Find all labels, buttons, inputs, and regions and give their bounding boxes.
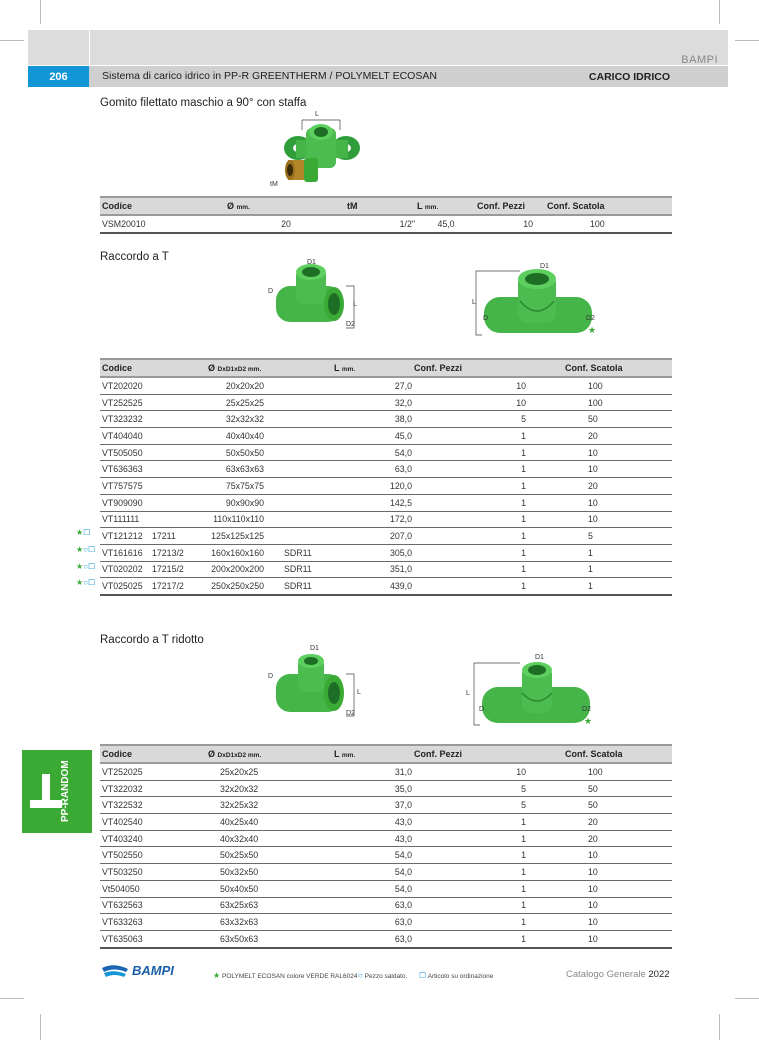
table-row [100, 814, 672, 831]
table-row [100, 864, 672, 881]
reduced-tee-table [100, 744, 672, 949]
row-length: 63,0 [332, 461, 412, 478]
col-conf-pezzi: Conf. Pezzi [412, 745, 540, 763]
row-scatola: 10 [540, 461, 672, 478]
row-code: VT121212 [102, 531, 143, 542]
col-diameter: Ø mm. [225, 197, 345, 215]
row-dim: 40x40x40 [202, 428, 272, 445]
footer-catalog: Catalogo Generale 2022 [566, 969, 670, 980]
row-code: VT252525 [102, 397, 143, 408]
fig-label-d2: D2 [346, 321, 355, 328]
row-length: 27,0 [332, 377, 412, 394]
table-row [100, 561, 672, 578]
row-marks: ★○☐ [76, 544, 96, 554]
row-dim: 200x200x200 [202, 561, 272, 578]
row-scatola: 20 [540, 814, 672, 831]
row-pezzi: 5 [412, 411, 540, 428]
row-sdr [272, 377, 332, 394]
fig-label-d: D [483, 315, 489, 322]
row-dim: 50x50x50 [202, 444, 272, 461]
page-category: CARICO IDRICO [588, 71, 670, 83]
row-sdr [272, 411, 332, 428]
row-scatola: 10 [540, 444, 672, 461]
row-length: 38,0 [332, 411, 412, 428]
row-dim: 50x25x50 [202, 847, 332, 864]
section-title-elbow: Gomito filettato maschio a 90° con staffa [100, 97, 307, 109]
row-alt-code [150, 444, 202, 461]
bampi-logo-icon [100, 964, 130, 978]
row-pezzi: 1 [412, 830, 540, 847]
row-alt-code [150, 511, 202, 528]
row-code: VT404040 [102, 430, 143, 441]
row-length: 54,0 [332, 880, 412, 897]
row-sdr: SDR11 [272, 561, 332, 578]
row-code: VT505050 [102, 447, 143, 458]
table-header-row [100, 745, 672, 763]
page-title: Sistema di carico idrico in PP-R GREENTHERM / POLYMELT ECOSAN [102, 70, 437, 82]
row-code: VT323232 [102, 414, 143, 425]
row-dim: 32x32x32 [202, 411, 272, 428]
sidebar-tab [22, 750, 92, 833]
row-alt-code [150, 377, 202, 394]
footer-logo: BAMPI [132, 963, 174, 978]
col-conf-pezzi: Conf. Pezzi [475, 197, 545, 215]
elbow-table [100, 196, 672, 234]
table-row [100, 494, 672, 511]
row-sdr [272, 444, 332, 461]
row-dim: 50x40x50 [202, 880, 332, 897]
fig-label-l: L [315, 111, 319, 118]
table-row [100, 461, 672, 478]
table-header-row [100, 359, 672, 377]
row-length: 32,0 [332, 394, 412, 411]
table-row [100, 780, 672, 797]
row-pezzi: 1 [412, 511, 540, 528]
row-code: VT161616 [102, 547, 143, 558]
row-dim: 32x25x32 [202, 797, 332, 814]
row-pezzi: 1 [412, 561, 540, 578]
legend-square: ☐ Articolo su ordinazione [419, 971, 494, 980]
table-row [100, 428, 672, 445]
row-pezzi: 1 [412, 930, 540, 947]
row-scatola: 20 [540, 478, 672, 495]
row-scatola: 100 [540, 394, 672, 411]
row-marks: ★☐ [76, 528, 91, 538]
crop-mark [735, 40, 759, 41]
row-pezzi: 1 [412, 478, 540, 495]
row-code: VT635063 [100, 930, 202, 947]
fig-label-d1: D1 [535, 654, 544, 661]
fig-label-tm: tM [270, 181, 278, 188]
crop-mark [0, 998, 24, 999]
row-alt-code [150, 428, 202, 445]
row-alt-code: 17213/2 [150, 544, 202, 561]
row-code: VT633263 [100, 914, 202, 931]
row-length: 172,0 [332, 511, 412, 528]
row-code: VT757575 [102, 480, 143, 491]
page-header [28, 30, 728, 65]
row-alt-code [150, 394, 202, 411]
table-row [100, 478, 672, 495]
col-length: L mm. [332, 359, 412, 377]
row-dim: 160x160x160 [202, 544, 272, 561]
row-scatola: 50 [540, 780, 672, 797]
row-length: 43,0 [332, 814, 412, 831]
row-pezzi: 1 [412, 494, 540, 511]
row-alt-code [150, 411, 202, 428]
col-length: L mm. [415, 197, 475, 215]
sidebar-label: PP-RANDOM [60, 760, 71, 823]
pipe-tee-icon [28, 772, 64, 812]
row-dim: 250x250x250 [202, 578, 272, 595]
fig-label-d: D [268, 288, 274, 295]
table-row [100, 930, 672, 947]
row-scatola: 1 [540, 544, 672, 561]
row-pezzi: 10 [412, 394, 540, 411]
header-bar [28, 66, 728, 87]
row-pezzi: 1 [412, 528, 540, 545]
row-pezzi: 1 [412, 914, 540, 931]
row-dim: 110x110x110 [202, 511, 272, 528]
col-codice: Codice [100, 197, 225, 215]
col-diameter: Ø DxD1xD2 mm. [202, 745, 332, 763]
col-codice: Codice [100, 745, 202, 763]
row-code: VT402540 [100, 814, 202, 831]
row-alt-code [150, 494, 202, 511]
fig-label-d1: D1 [540, 263, 549, 270]
row-scatola: 20 [540, 830, 672, 847]
fig-label-l: L [357, 689, 361, 696]
row-length: 63,0 [332, 930, 412, 947]
row-alt-code [150, 461, 202, 478]
row-dim: 63x25x63 [202, 897, 332, 914]
fig-label-d: D [479, 706, 485, 713]
row-pezzi: 10 [412, 377, 540, 394]
tee-table [76, 358, 672, 596]
fig-label-d2: D2 [346, 710, 355, 717]
fig-label-l: L [466, 690, 470, 697]
row-sdr [272, 428, 332, 445]
row-pezzi: 1 [412, 814, 540, 831]
row-length: 54,0 [332, 847, 412, 864]
row-length: 54,0 [332, 864, 412, 881]
row-length: 31,0 [332, 763, 412, 780]
row-code: VT636363 [102, 464, 143, 475]
row-alt-code: 17215/2 [150, 561, 202, 578]
row-pezzi: 1 [412, 847, 540, 864]
row-alt-code: 17211 [150, 528, 202, 545]
row-scatola: 10 [540, 930, 672, 947]
row-marks: ★○☐ [76, 578, 96, 588]
fig-label-d: D [268, 673, 274, 680]
col-conf-pezzi: Conf. Pezzi [412, 359, 540, 377]
row-length: 37,0 [332, 797, 412, 814]
row-pezzi: 1 [412, 428, 540, 445]
row-pezzi: 5 [412, 780, 540, 797]
row-code: VT202020 [102, 380, 143, 391]
table-row [100, 914, 672, 931]
row-length: 54,0 [332, 444, 412, 461]
row-code: VT322532 [100, 797, 202, 814]
row-length: 120,0 [332, 478, 412, 495]
table-row [100, 763, 672, 780]
row-dim: 63x32x63 [202, 914, 332, 931]
fig-label-d1: D1 [310, 645, 319, 652]
header-brand: BAMPI [681, 54, 718, 66]
col-conf-scatola: Conf. Scatola [540, 359, 672, 377]
tee-large-image [470, 265, 600, 340]
row-code: VT632563 [100, 897, 202, 914]
row-code: VT252025 [100, 763, 202, 780]
ecosan-star-icon: ★ [588, 325, 597, 335]
row-dim: 90x90x90 [202, 494, 272, 511]
row-length: 43,0 [332, 830, 412, 847]
fig-label-d2: D2 [586, 315, 595, 322]
row-dim: 63x63x63 [202, 461, 272, 478]
fig-label-l: L [353, 301, 357, 308]
row-pezzi: 1 [412, 864, 540, 881]
row-pezzi: 1 [412, 897, 540, 914]
row-sdr [272, 494, 332, 511]
crop-mark [719, 1014, 720, 1040]
crop-mark [40, 1014, 41, 1040]
row-pezzi: 1 [412, 461, 540, 478]
col-diameter: Ø DxD1xD2 mm. [202, 359, 332, 377]
row-pezzi: 1 [412, 880, 540, 897]
crop-mark [735, 998, 759, 999]
row-code: VT020202 [102, 564, 143, 575]
crop-mark [40, 0, 41, 24]
row-pezzi: 10 [412, 763, 540, 780]
row-code: VT403240 [100, 830, 202, 847]
crop-mark [719, 0, 720, 24]
row-scatola: 10 [540, 914, 672, 931]
row-dim: 63x50x63 [202, 930, 332, 947]
fig-label-d1: D1 [307, 259, 316, 266]
row-alt-code: 17217/2 [150, 578, 202, 595]
row-length: 305,0 [332, 544, 412, 561]
row-code: Vt504050 [100, 880, 202, 897]
row-pezzi: 1 [412, 544, 540, 561]
row-code: VT503250 [100, 864, 202, 881]
fig-label-d2: D2 [582, 706, 591, 713]
row-scatola: 1 [540, 578, 672, 595]
row-scatola: 100 [540, 763, 672, 780]
row-scatola: 1 [540, 561, 672, 578]
row-length: 63,0 [332, 914, 412, 931]
row-length: 35,0 [332, 780, 412, 797]
table-row [100, 897, 672, 914]
row-pezzi: 5 [412, 797, 540, 814]
row-scatola: 5 [540, 528, 672, 545]
row-code: VT502550 [100, 847, 202, 864]
section-title-tee: Raccordo a T [100, 251, 169, 263]
row-scatola: 10 [540, 511, 672, 528]
row-code: VT322032 [100, 780, 202, 797]
elbow-bracket-image [268, 110, 368, 192]
table-row [100, 411, 672, 428]
row-marks: ★○☐ [76, 561, 96, 571]
table-row [100, 880, 672, 897]
row-scatola: 10 [540, 897, 672, 914]
table-row [100, 544, 672, 561]
page-number: 206 [28, 66, 89, 87]
row-scatola: 50 [540, 797, 672, 814]
col-length: L mm. [332, 745, 412, 763]
row-sdr: SDR11 [272, 578, 332, 595]
row-length: 207,0 [332, 528, 412, 545]
fig-label-l: L [472, 299, 476, 306]
table-header-row [100, 197, 672, 215]
table-row [100, 377, 672, 394]
reduced-tee-large-image [468, 655, 598, 730]
row-dim: 20x20x20 [202, 377, 272, 394]
row-sdr [272, 394, 332, 411]
table-row [100, 830, 672, 847]
row-scatola: 10 [540, 847, 672, 864]
row-code: VT111111 [102, 514, 140, 525]
row-pezzi: 1 [412, 444, 540, 461]
row-scatola: 10 [540, 864, 672, 881]
row-sdr [272, 511, 332, 528]
row-dim: 75x75x75 [202, 478, 272, 495]
row-alt-code [150, 478, 202, 495]
row-dim: 40x25x40 [202, 814, 332, 831]
col-conf-scatola: Conf. Scatola [545, 197, 672, 215]
col-tm: tM [345, 197, 415, 215]
row-code: VT909090 [102, 497, 143, 508]
legend-circle: ○ Pezzo saldato. [358, 971, 408, 980]
table-row [100, 847, 672, 864]
section-title-reduced-tee: Raccordo a T ridotto [100, 634, 204, 646]
row-pezzi: 1 [412, 578, 540, 595]
row-length: 439,0 [332, 578, 412, 595]
row-sdr: SDR11 [272, 544, 332, 561]
table-row: VSM20010 20 1/2" 45,0 10 100 [100, 215, 672, 233]
row-length: 142,5 [332, 494, 412, 511]
legend-star: ★ POLYMELT ECOSAN colore VERDE RAL6024 [213, 971, 358, 980]
ecosan-star-icon: ★ [584, 716, 593, 726]
row-scatola: 50 [540, 411, 672, 428]
row-length: 63,0 [332, 897, 412, 914]
row-dim: 25x25x25 [202, 394, 272, 411]
row-scatola: 10 [540, 494, 672, 511]
row-length: 45,0 [332, 428, 412, 445]
table-row [100, 797, 672, 814]
row-sdr [272, 478, 332, 495]
table-row [100, 511, 672, 528]
row-sdr [272, 461, 332, 478]
row-dim: 125x125x125 [202, 528, 272, 545]
table-row [100, 528, 672, 545]
row-dim: 40x32x40 [202, 830, 332, 847]
row-scatola: 100 [540, 377, 672, 394]
crop-mark [0, 40, 24, 41]
row-scatola: 10 [540, 880, 672, 897]
col-codice: Codice [100, 359, 150, 377]
row-dim: 50x32x50 [202, 864, 332, 881]
table-row [100, 444, 672, 461]
row-code: VT025025 [102, 581, 143, 592]
row-scatola: 20 [540, 428, 672, 445]
row-length: 351,0 [332, 561, 412, 578]
row-sdr [272, 528, 332, 545]
row-dim: 32x20x32 [202, 780, 332, 797]
table-row [100, 578, 672, 595]
table-row [100, 394, 672, 411]
col-conf-scatola: Conf. Scatola [540, 745, 672, 763]
row-dim: 25x20x25 [202, 763, 332, 780]
